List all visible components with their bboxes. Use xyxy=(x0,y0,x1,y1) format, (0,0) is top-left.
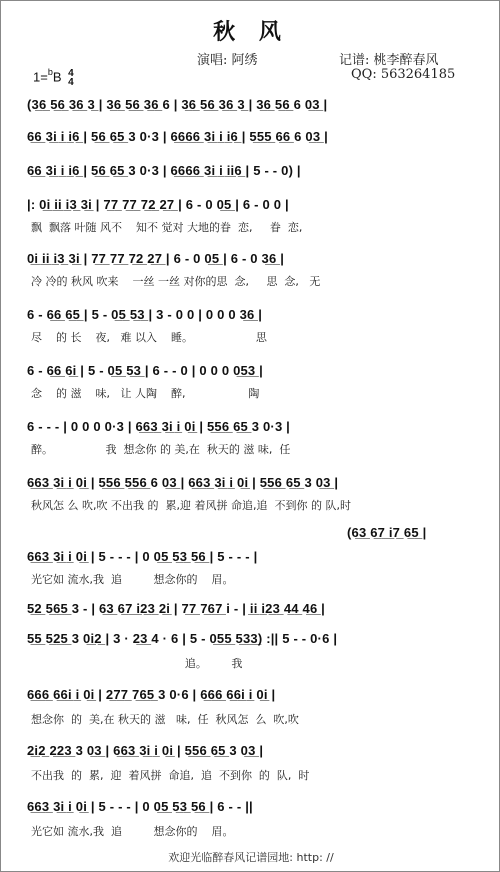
time-top: 4 xyxy=(68,68,74,79)
notation-line: 2̲i̲2̲ 2̲2̲3̲ 3 0̲3̲ | 6̲6̲3̲ 3̲i̲ i̲ 0̲i̲ | 5̲5̲6̲ 6̲5̲ 3 0̲3̲ | xyxy=(27,743,264,758)
qq-contact: QQ: 563264185 xyxy=(351,67,456,82)
transcriber-credit: 记谱: 桃李醉春风 xyxy=(339,53,439,68)
lyric-line: 秋风怎 么 吹,吹 不出我 的 累,迎 着风拼 命追,追 不到你 的 队,时 xyxy=(31,499,351,512)
time-signature xyxy=(68,69,74,87)
lyric-line: 念 的 滋 味, 让 人陶 醉, 陶 xyxy=(31,387,260,400)
notation-line: 6 - 6̲6̲ 6̲5̲ | 5 - 0̲5̲ 5̲3̲ | 3 - 0 0 | 0 0 0 3̲6̲ | xyxy=(27,307,263,322)
lyric-line: 想念你 的 美,在 秋天的 滋 味, 任 秋风怎 么 吹,吹 xyxy=(31,713,299,726)
singer-credit: 演唱: 阿绣 xyxy=(197,53,258,68)
notation-line: (3̲6̲ 5̲6̲ 3̲6̲ 3̲ | 3̲6̲ 5̲6̲ 3̲6̲ 6 | 3̲6̲ 5̲6̲ 3̲6̲ 3̲ | 3̲6̲ 5̲6̲ 6 0̲3̲ | xyxy=(27,97,328,112)
notation-line: 5̲2̲ 5̲6̲5̲ 3 - | 6̲3̲ 6̲7̲ i̲2̲3̲ 2̲i̲ | 7̲7̲ 7̲6̲7̲ i - | i̲i̲ i̲2̲3̲ 4̲4̲ 4̲6̲ | xyxy=(27,601,326,616)
notation-line: |: 0̲i̲ i̲i̲ i̲3̲ 3̲i̲ | 7̲7̲ 7̲7̲ 7̲2̲ 2̲7̲ | 6 - 0 0̲5̲ | 6 - 0 0 | xyxy=(27,197,289,212)
lyric-line: 光它如 流水,我 追 想念你的 眉。 xyxy=(31,573,234,586)
notation-line: 6̲6̲ 3̲i̲ i̲ i̲6̲ | 5̲6̲ 6̲5̲ 3 0·3 | 6̲6̲6̲6̲ 3̲i̲ i̲ i̲6̲ | 5̲5̲5̲ 6̲6̲ 6 0̲3̲ | xyxy=(27,129,328,144)
lyric-line: 尽 的 长 夜, 难 以入 睡。 思 xyxy=(31,331,267,344)
song-title: 秋 风 xyxy=(213,19,289,45)
notation-line: 6̲6̲3̲ 3̲i̲ i̲ 0̲i̲ | 5̲5̲6̲ 5̲5̲6̲ 6 0̲3̲ | 6̲6̲3̲ 3̲i̲ i̲ 0̲i̲ | 5̲5̲6̲ 6̲5̲ 3 0̲3̲ | xyxy=(27,475,339,490)
time-bottom: 4 xyxy=(68,77,74,88)
notation-line: 0̲i̲ i̲i̲ i̲3̲ 3̲i̲ | 7̲7̲ 7̲7̲ 7̲2̲ 2̲7̲ | 6 - 0 0̲5̲ | 6 - 0 3̲6̲ | xyxy=(27,251,285,266)
flat-sign: b xyxy=(47,67,53,78)
lyric-line: 追。 我 xyxy=(31,657,243,670)
notation-line: 6̲6̲ 3̲i̲ i̲ i̲6̲ | 5̲6̲ 6̲5̲ 3 0·3 | 6̲6̲6̲6̲ 3̲i̲ i̲ i̲i̲6̲ | 5 - - 0) | xyxy=(27,163,301,178)
lyric-line: 光它如 流水,我 追 想念你的 眉。 xyxy=(31,825,234,838)
notation-line: 6 - - - | 0 0 0 0·3 | 6̲6̲3̲ 3̲i̲ i̲ 0̲i̲ | 5̲5̲6̲ 6̲5̲ 3 0·3 | xyxy=(27,419,291,434)
notation-line: 6̲6̲6̲ 6̲6̲i̲ i̲ 0̲i̲ | 2̲7̲7̲ 7̲6̲5̲ 3 0·6 | 6̲6̲6̲ 6̲6̲i̲ i̲ 0̲i̲ | xyxy=(27,687,276,702)
lyric-line: 飘 飘落 叶随 风不 知不 觉对 大地的眷 恋, 眷 恋, xyxy=(31,221,303,234)
key-signature xyxy=(33,69,74,87)
notation-line: 5̲5̲ 5̲2̲5̲ 3 0̲i̲2̲ | 3 · 2̲3̲ 4 · 6 | 5 - 0̲5̲5̲ 5̲3̲3̲) :|| 5 - - 0·6 | xyxy=(27,631,338,646)
notation-line: 6̲6̲3̲ 3̲i̲ i̲ 0̲i̲ | 5 - - - | 0 0̲5̲ 5̲3̲ 5̲6̲ | 6 - - || xyxy=(27,799,253,814)
lyric-line: 不出我 的 累, 迎 着风拼 命追, 追 不到你 的 队, 时 xyxy=(31,769,310,782)
lyric-line: 冷 冷的 秋风 吹来 一丝 一丝 对你的思 念, 思 念, 无 xyxy=(31,275,321,288)
notation-line: 6 - 6̲6̲ 6̲i̲ | 5 - 0̲5̲ 5̲3̲ | 6 - - 0 | 0 0 0 0̲5̲3̲ | xyxy=(27,363,264,378)
notation-line: 6̲6̲3̲ 3̲i̲ i̲ 0̲i̲ | 5 - - - | 0 0̲5̲ 5̲3̲ 5̲6̲ | 5 - - - | xyxy=(27,549,258,564)
notation-line: (6̲3̲ 6̲7̲ i̲7̲ 6̲5̲ | xyxy=(347,525,427,540)
lyric-line: 醉。 我 想念你 的 美,在 秋天的 滋 味, 任 xyxy=(31,443,291,456)
key-base: 1= xyxy=(33,69,48,85)
key-note: B xyxy=(52,69,62,85)
footer-text: 欢迎光临醉春风记谱园地: http: // xyxy=(168,851,334,864)
